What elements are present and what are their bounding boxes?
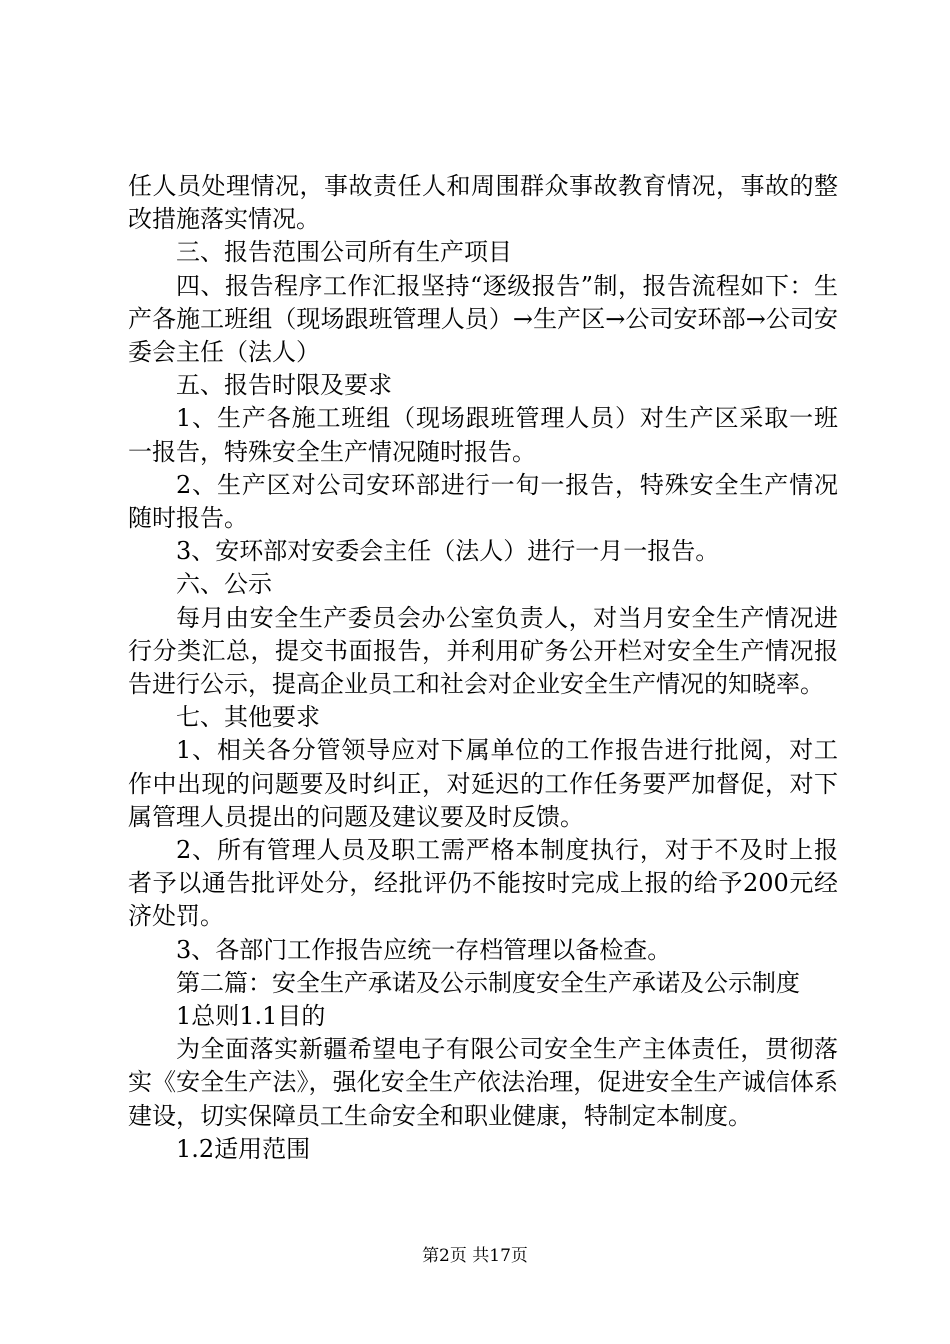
paragraph: 三、报告范围公司所有生产项目 xyxy=(176,238,512,267)
paragraph: 2、所有管理人员及职工需严格本制度执行，对于不及时上报者予以通告批评处分，经批评仍不能按时完成上报的给予200元经济处罚。 xyxy=(128,836,838,931)
paragraph: 2、生产区对公司安环部进行一旬一报告，特殊安全生产情况随时报告。 xyxy=(128,470,838,533)
paragraph: 1总则1.1目的 xyxy=(176,1002,326,1031)
paragraph: 四、报告程序工作汇报坚持“逐级报告”制，报告流程如下：生产各施工班组（现场跟班管理人员）→生产区→公司安环部→公司安委会主任（法人） xyxy=(128,271,838,367)
paragraph: 第二篇：安全生产承诺及公示制度安全生产承诺及公示制度 xyxy=(176,968,800,997)
paragraph: 为全面落实新疆希望电子有限公司安全生产主体责任，贯彻落实《安全生产法》，强化安全生产依法治理，促进安全生产诚信体系建设，切实保障员工生命安全和职业健康，特制定本制度。 xyxy=(128,1035,838,1130)
paragraph: 3、安环部对安委会主任（法人）进行一月一报告。 xyxy=(176,537,720,566)
paragraph: 五、报告时限及要求 xyxy=(176,371,392,400)
document-body xyxy=(128,170,838,1166)
paragraph: 六、公示 xyxy=(176,570,272,599)
paragraph: 1、生产各施工班组（现场跟班管理人员）对生产区采取一班一报告，特殊安全生产情况随时报告。 xyxy=(128,404,838,466)
paragraph: 任人员处理情况，事故责任人和周围群众事故教育情况，事故的整改措施落实情况。 xyxy=(128,172,838,234)
paragraph: 七、其他要求 xyxy=(176,703,320,732)
paragraph: 1.2适用范围 xyxy=(176,1134,311,1163)
paragraph: 每月由安全生产委员会办公室负责人，对当月安全生产情况进行分类汇总，提交书面报告，并利用矿务公开栏对安全生产情况报告进行公示，提高企业员工和社会对企业安全生产情况的知晓率。 xyxy=(128,603,838,699)
paragraph: 1、相关各分管领导应对下属单位的工作报告进行批阅，对工作中出现的问题要及时纠正，对延迟的工作任务要严加督促，对下属管理人员提出的问题及建议要及时反馈。 xyxy=(128,736,838,831)
page-footer: 第2页 共17页 xyxy=(422,1246,528,1266)
paragraph: 3、各部门工作报告应统一存档管理以备检查。 xyxy=(176,935,672,964)
